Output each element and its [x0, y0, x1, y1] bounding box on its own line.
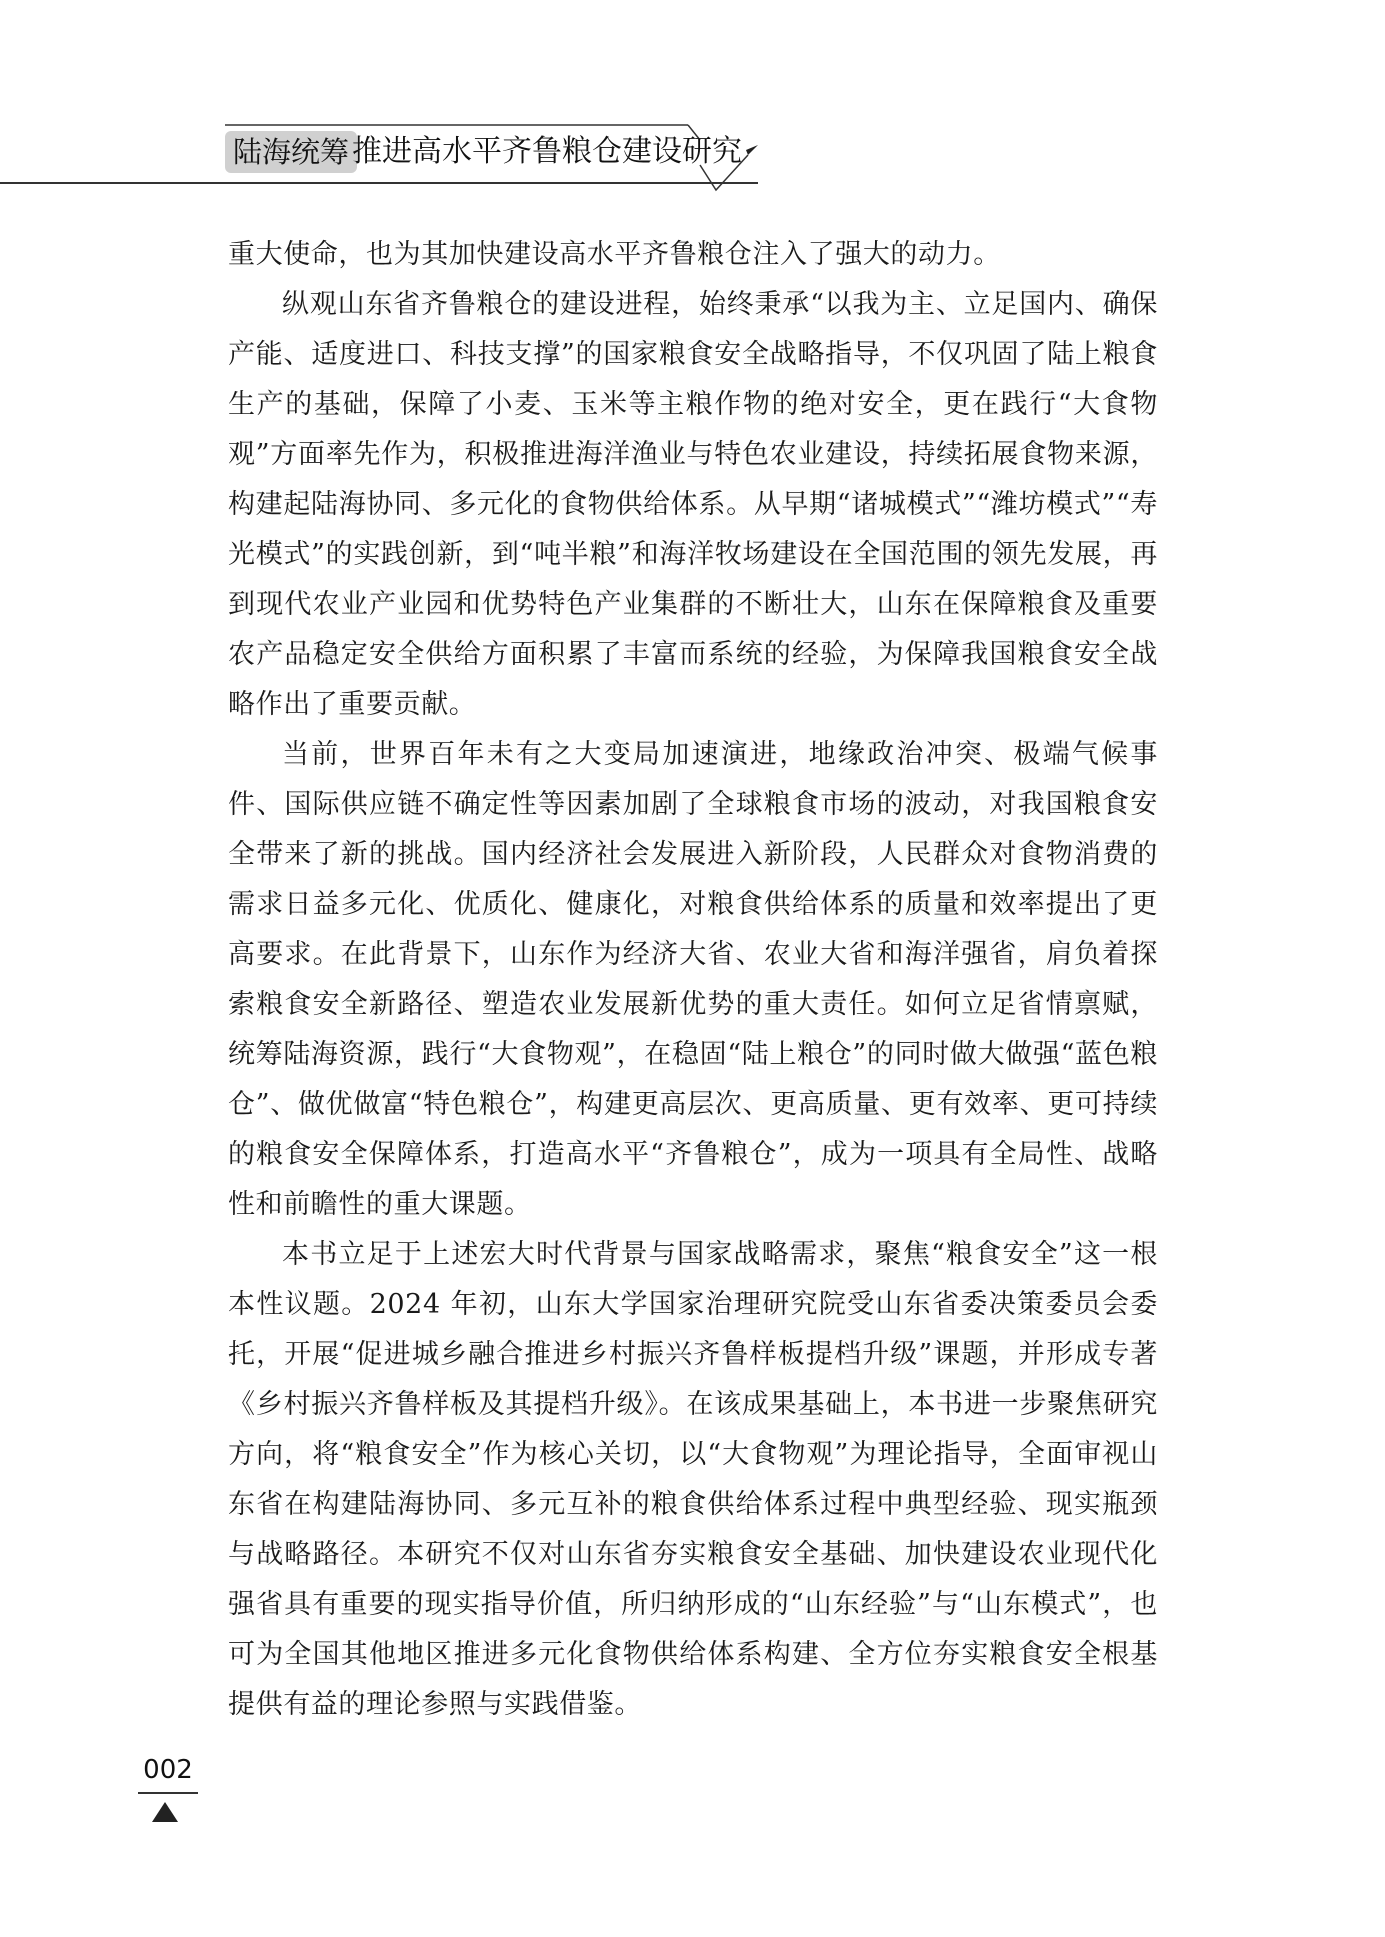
paragraph-1: 重大使命，也为其加快建设高水平齐鲁粮仓注入了强大的动力。 — [228, 239, 1001, 270]
header-arrow-icon — [746, 145, 758, 155]
book-title: 推进高水平齐鲁粮仓建设研究 — [352, 134, 742, 169]
series-badge: 陆海统筹 — [225, 131, 357, 173]
running-header — [0, 0, 1385, 200]
paragraph-3: 当前，世界百年未有之大变局加速演进，地缘政治冲突、极端气候事件、国际供应链不确定性等因素加剧了全球粮食市场的波动，对我国粮食安全带来了新的挑战。国内经济社会发展进入新阶段，人民群众对食物消费的需求日益多元化、优质化、健康化，对粮食供给体系的质量和效率提出了更高要求。在此背景下，山东作为经济大省、农业大省和海洋强省，肩负着探索粮食安全新路径、塑造农业发展新优势的重大责任。如何立足省情禀赋，统筹陆海资源，践行“大食物观”，在稳固“陆上粮仓”的同时做大做强“蓝色粮仓”、做优做富“特色粮仓”，构建更高层次、更高质量、更有效率、更可持续的粮食安全保障体系，打造高水平“齐鲁粮仓”，成为一项具有全局性、战略性和前瞻性的重大课题。 — [228, 739, 1158, 1220]
page-number: 002 — [143, 1755, 193, 1785]
paragraph-4: 本书立足于上述宏大时代背景与国家战略需求，聚焦“粮食安全”这一根本性议题。2024 年初，山东大学国家治理研究院受山东省委决策委员会委托，开展“促进城乡融合推进乡村振兴齐鲁样板提档升级”课题，并形成专著《乡村振兴齐鲁样板及其提档升级》。在该成果基础上，本书进一步聚焦研究方向，将“粮食安全”作为核心关切，以“大食物观”为理论指导，全面审视山东省在构建陆海协同、多元互补的粮食供给体系过程中典型经验、现实瓶颈与战略路径。本研究不仅对山东省夯实粮食安全基础、加快建设农业现代化强省具有重要的现实指导价值，所归纳形成的“山东经验”与“山东模式”，也可为全国其他地区推进多元化食物供给体系构建、全方位夯实粮食安全根基提供有益的理论参照与实践借鉴。 — [228, 1239, 1158, 1720]
paragraph-2: 纵观山东省齐鲁粮仓的建设进程，始终秉承“以我为主、立足国内、确保产能、适度进口、科技支撑”的国家粮食安全战略指导，不仅巩固了陆上粮食生产的基础，保障了小麦、玉米等主粮作物的绝对安全，更在践行“大食物观”方面率先作为，积极推进海洋渔业与特色农业建设，持续拓展食物来源，构建起陆海协同、多元化的食物供给体系。从早期“诸城模式”“潍坊模式”“寿光模式”的实践创新，到“吨半粮”和海洋牧场建设在全国范围的领先发展，再到现代农业产业园和优势特色产业集群的不断壮大，山东在保障粮食及重要农产品稳定安全供给方面积累了丰富而系统的经验，为保障我国粮食安全战略作出了重要贡献。 — [228, 289, 1158, 720]
body-text — [228, 230, 1158, 1730]
triangle-up-icon — [152, 1802, 178, 1822]
page-number-rule — [138, 1792, 198, 1794]
